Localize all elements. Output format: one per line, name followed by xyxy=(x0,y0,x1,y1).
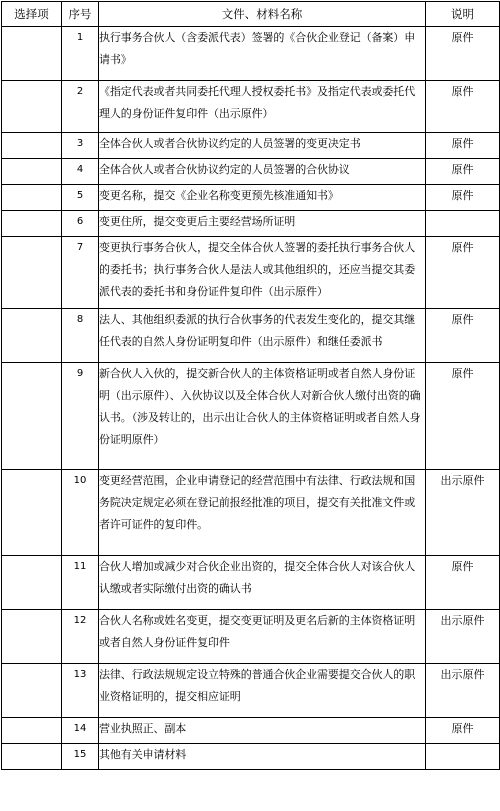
table-row xyxy=(2,744,500,770)
material-note: 原件 xyxy=(426,363,500,470)
material-note: 原件 xyxy=(426,133,500,159)
select-cell[interactable] xyxy=(2,211,62,237)
material-name: 变更名称，提交《企业名称变更预先核准通知书》 xyxy=(99,185,426,211)
material-name: 执行事务合伙人（含委派代表）签署的《合伙企业登记（备案）申请书》 xyxy=(99,27,426,81)
material-note: 原件 xyxy=(426,27,500,81)
table-row xyxy=(2,133,500,159)
material-note: 原件 xyxy=(426,237,500,309)
header-name: 文件、材料名称 xyxy=(99,2,426,27)
material-note xyxy=(426,744,500,770)
row-number: 1 xyxy=(62,27,99,81)
table-row xyxy=(2,610,500,664)
select-cell[interactable] xyxy=(2,133,62,159)
materials-table xyxy=(1,1,500,770)
header-note: 说明 xyxy=(426,2,500,27)
select-cell[interactable] xyxy=(2,237,62,309)
select-cell[interactable] xyxy=(2,185,62,211)
select-cell[interactable] xyxy=(2,363,62,470)
select-cell[interactable] xyxy=(2,744,62,770)
table-row xyxy=(2,81,500,133)
table-row xyxy=(2,664,500,718)
row-number: 12 xyxy=(62,610,99,664)
material-name: 新合伙人入伙的，提交新合伙人的主体资格证明或者自然人身份证明（出示原件）、入伙协议以及全体合伙人对新合伙人缴付出资的确认书。（涉及转让的，出示出让合伙人的主体资格证明或者自然人身份证明原件） xyxy=(99,363,426,470)
material-name: 全体合伙人或者合伙协议约定的人员签署的合伙协议 xyxy=(99,159,426,185)
row-number: 7 xyxy=(62,237,99,309)
material-note: 原件 xyxy=(426,185,500,211)
table-row xyxy=(2,237,500,309)
select-cell[interactable] xyxy=(2,664,62,718)
row-number: 4 xyxy=(62,159,99,185)
row-number: 2 xyxy=(62,81,99,133)
material-name: 变更住所，提交变更后主要经营场所证明 xyxy=(99,211,426,237)
material-name: 合伙人增加或减少对合伙企业出资的，提交全体合伙人对该合伙人认缴或者实际缴付出资的确认书 xyxy=(99,556,426,610)
material-name: 变更执行事务合伙人，提交全体合伙人签署的委托执行事务合伙人的委托书；执行事务合伙人是法人或其他组织的，还应当提交其委派代表的委托书和身份证件复印件（出示原件） xyxy=(99,237,426,309)
select-cell[interactable] xyxy=(2,610,62,664)
select-cell[interactable] xyxy=(2,27,62,81)
row-number: 14 xyxy=(62,718,99,744)
header-row xyxy=(2,2,500,27)
material-note: 出示原件 xyxy=(426,610,500,664)
material-name: 营业执照正、副本 xyxy=(99,718,426,744)
table-row xyxy=(2,211,500,237)
select-cell[interactable] xyxy=(2,718,62,744)
table-row xyxy=(2,159,500,185)
select-cell[interactable] xyxy=(2,470,62,556)
select-cell[interactable] xyxy=(2,309,62,363)
material-note xyxy=(426,211,500,237)
row-number: 5 xyxy=(62,185,99,211)
material-note: 原件 xyxy=(426,556,500,610)
row-number: 11 xyxy=(62,556,99,610)
material-name: 《指定代表或者共同委托代理人授权委托书》及指定代表或委托代理人的身份证件复印件（出示原件） xyxy=(99,81,426,133)
table-row xyxy=(2,27,500,81)
row-number: 8 xyxy=(62,309,99,363)
table-row xyxy=(2,556,500,610)
material-note: 出示原件 xyxy=(426,470,500,556)
header-select: 选择项 xyxy=(2,2,62,27)
row-number: 13 xyxy=(62,664,99,718)
material-name: 法律、行政法规规定设立特殊的普通合伙企业需要提交合伙人的职业资格证明的，提交相应证明 xyxy=(99,664,426,718)
table-body xyxy=(2,27,500,770)
table-row xyxy=(2,363,500,470)
header-number: 序号 xyxy=(62,2,99,27)
select-cell[interactable] xyxy=(2,556,62,610)
table-row xyxy=(2,309,500,363)
row-number: 3 xyxy=(62,133,99,159)
material-note: 原件 xyxy=(426,718,500,744)
material-name: 法人、其他组织委派的执行合伙事务的代表发生变化的，提交其继任代表的自然人身份证明复印件（出示原件）和继任委派书 xyxy=(99,309,426,363)
table-row xyxy=(2,718,500,744)
material-note: 原件 xyxy=(426,159,500,185)
material-name: 合伙人名称或姓名变更，提交变更证明及更名后新的主体资格证明或者自然人身份证件复印件 xyxy=(99,610,426,664)
row-number: 10 xyxy=(62,470,99,556)
material-note: 原件 xyxy=(426,81,500,133)
material-note: 原件 xyxy=(426,309,500,363)
table-row xyxy=(2,185,500,211)
row-number: 9 xyxy=(62,363,99,470)
select-cell[interactable] xyxy=(2,81,62,133)
row-number: 15 xyxy=(62,744,99,770)
table-row xyxy=(2,470,500,556)
material-note: 出示原件 xyxy=(426,664,500,718)
row-number: 6 xyxy=(62,211,99,237)
material-name: 全体合伙人或者合伙协议约定的人员签署的变更决定书 xyxy=(99,133,426,159)
material-name: 其他有关申请材料 xyxy=(99,744,426,770)
select-cell[interactable] xyxy=(2,159,62,185)
material-name: 变更经营范围，企业申请登记的经营范围中有法律、行政法规和国务院决定规定必须在登记前报经批准的项目，提交有关批准文件或者许可证件的复印件。 xyxy=(99,470,426,556)
